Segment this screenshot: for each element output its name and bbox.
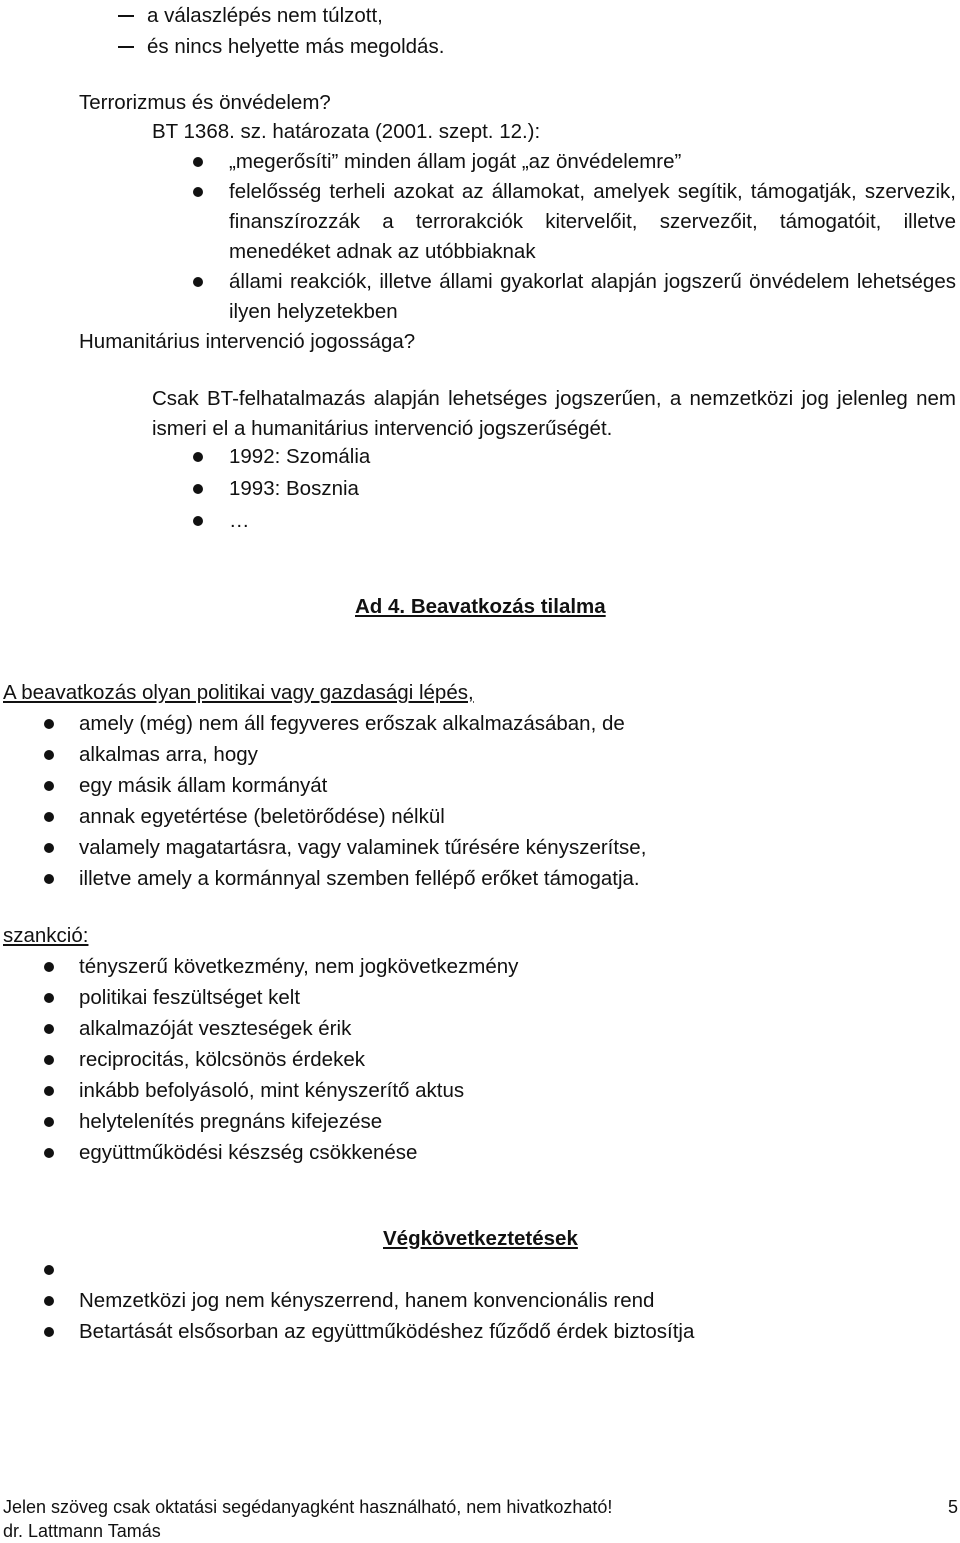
list-item: Betartását elsősorban az együttműködéshez fűződő érdek biztosítja (79, 1320, 695, 1343)
paragraph-line: ismeri el a humanitárius intervenció jogszerűségét. (152, 417, 613, 440)
list-item: helytelenítés pregnáns kifejezése (79, 1110, 383, 1133)
page-number: 5 (948, 1497, 959, 1517)
bullet-marker (44, 874, 54, 884)
list-item: együttműködési készség csökkenése (79, 1141, 418, 1164)
list-item: Nemzetközi jog nem kényszerrend, hanem konvencionális rend (79, 1289, 655, 1312)
bullet-marker (44, 1117, 54, 1127)
bullet-marker (193, 452, 203, 462)
list-item: alkalmas arra, hogy (79, 743, 258, 766)
list-item: „megerősíti” minden állam jogát „az önvédelemre” (229, 150, 682, 173)
bullet-marker (193, 157, 203, 167)
definition-line: A beavatkozás olyan politikai vagy gazdasági lépés, (3, 681, 474, 704)
bullet-marker (44, 993, 54, 1003)
bullet-marker (44, 1148, 54, 1158)
list-item: és nincs helyette más megoldás. (147, 35, 445, 58)
section-heading-terrorism: Terrorizmus és önvédelem? (79, 91, 331, 114)
list-item: a válaszlépés nem túlzott, (147, 4, 383, 27)
paragraph-line: Csak BT-felhatalmazás alapján lehetséges jogszerűen, a nemzetközi jog jelenleg nem (152, 387, 956, 410)
bullet-marker (44, 843, 54, 853)
sanction-label: szankció: (3, 924, 89, 947)
list-item: amely (még) nem áll fegyveres erőszak alkalmazásában, de (79, 712, 625, 735)
list-item: egy másik állam kormányát (79, 774, 328, 797)
bullet-marker (44, 719, 54, 729)
list-item: … (229, 509, 250, 532)
bullet-marker (193, 277, 203, 287)
list-item: inkább befolyásoló, mint kényszerítő aktus (79, 1079, 465, 1102)
footer-author: dr. Lattmann Tamás (3, 1521, 161, 1541)
footer-notice: Jelen szöveg csak oktatási segédanyagként használható, nem hivatkozható! (3, 1497, 613, 1517)
bullet-marker (44, 1327, 54, 1337)
dash-marker (118, 15, 134, 17)
list-item: állami reakciók, illetve állami gyakorlat alapján jogszerű önvédelem lehetséges (229, 270, 956, 293)
list-item-continuation: finanszírozzák a terrorakciók kitervelőit, szervezőit, támogatóit, illetve (229, 210, 956, 233)
section-title: Ad 4. Beavatkozás tilalma (355, 595, 606, 618)
bullet-marker (44, 1024, 54, 1034)
bullet-marker (44, 1086, 54, 1096)
conclusions-title: Végkövetkeztetések (383, 1227, 578, 1250)
bullet-marker (44, 781, 54, 791)
list-item: valamely magatartásra, vagy valaminek tűrésére kényszerítse, (79, 836, 647, 859)
list-item: illetve amely a kormánnyal szemben fellépő erőket támogatja. (79, 867, 640, 890)
list-item: politikai feszültséget kelt (79, 986, 301, 1009)
section-heading-humanitarian: Humanitárius intervenció jogossága? (79, 330, 416, 353)
bullet-marker (193, 484, 203, 494)
list-item: tényszerű következmény, nem jogkövetkezmény (79, 955, 519, 978)
list-item-continuation: ilyen helyzetekben (229, 300, 398, 323)
bullet-marker (44, 812, 54, 822)
bullet-marker (193, 516, 203, 526)
bullet-marker (44, 1296, 54, 1306)
dash-marker (118, 46, 134, 48)
list-item: felelősség terheli azokat az államokat, amelyek segítik, támogatják, szervezik, (229, 180, 956, 203)
list-item: 1992: Szomália (229, 445, 371, 468)
list-item: 1993: Bosznia (229, 477, 359, 500)
resolution-reference: BT 1368. sz. határozata (2001. szept. 12.): (152, 120, 541, 143)
bullet-marker (44, 1055, 54, 1065)
bullet-marker (44, 962, 54, 972)
list-item: reciprocitás, kölcsönös érdekek (79, 1048, 365, 1071)
list-item-continuation: menedéket adnak az utóbbiaknak (229, 240, 536, 263)
list-item: annak egyetértése (beletörődése) nélkül (79, 805, 445, 828)
bullet-marker (44, 750, 54, 760)
list-item: alkalmazóját veszteségek érik (79, 1017, 352, 1040)
bullet-marker (44, 1265, 54, 1275)
bullet-marker (193, 187, 203, 197)
